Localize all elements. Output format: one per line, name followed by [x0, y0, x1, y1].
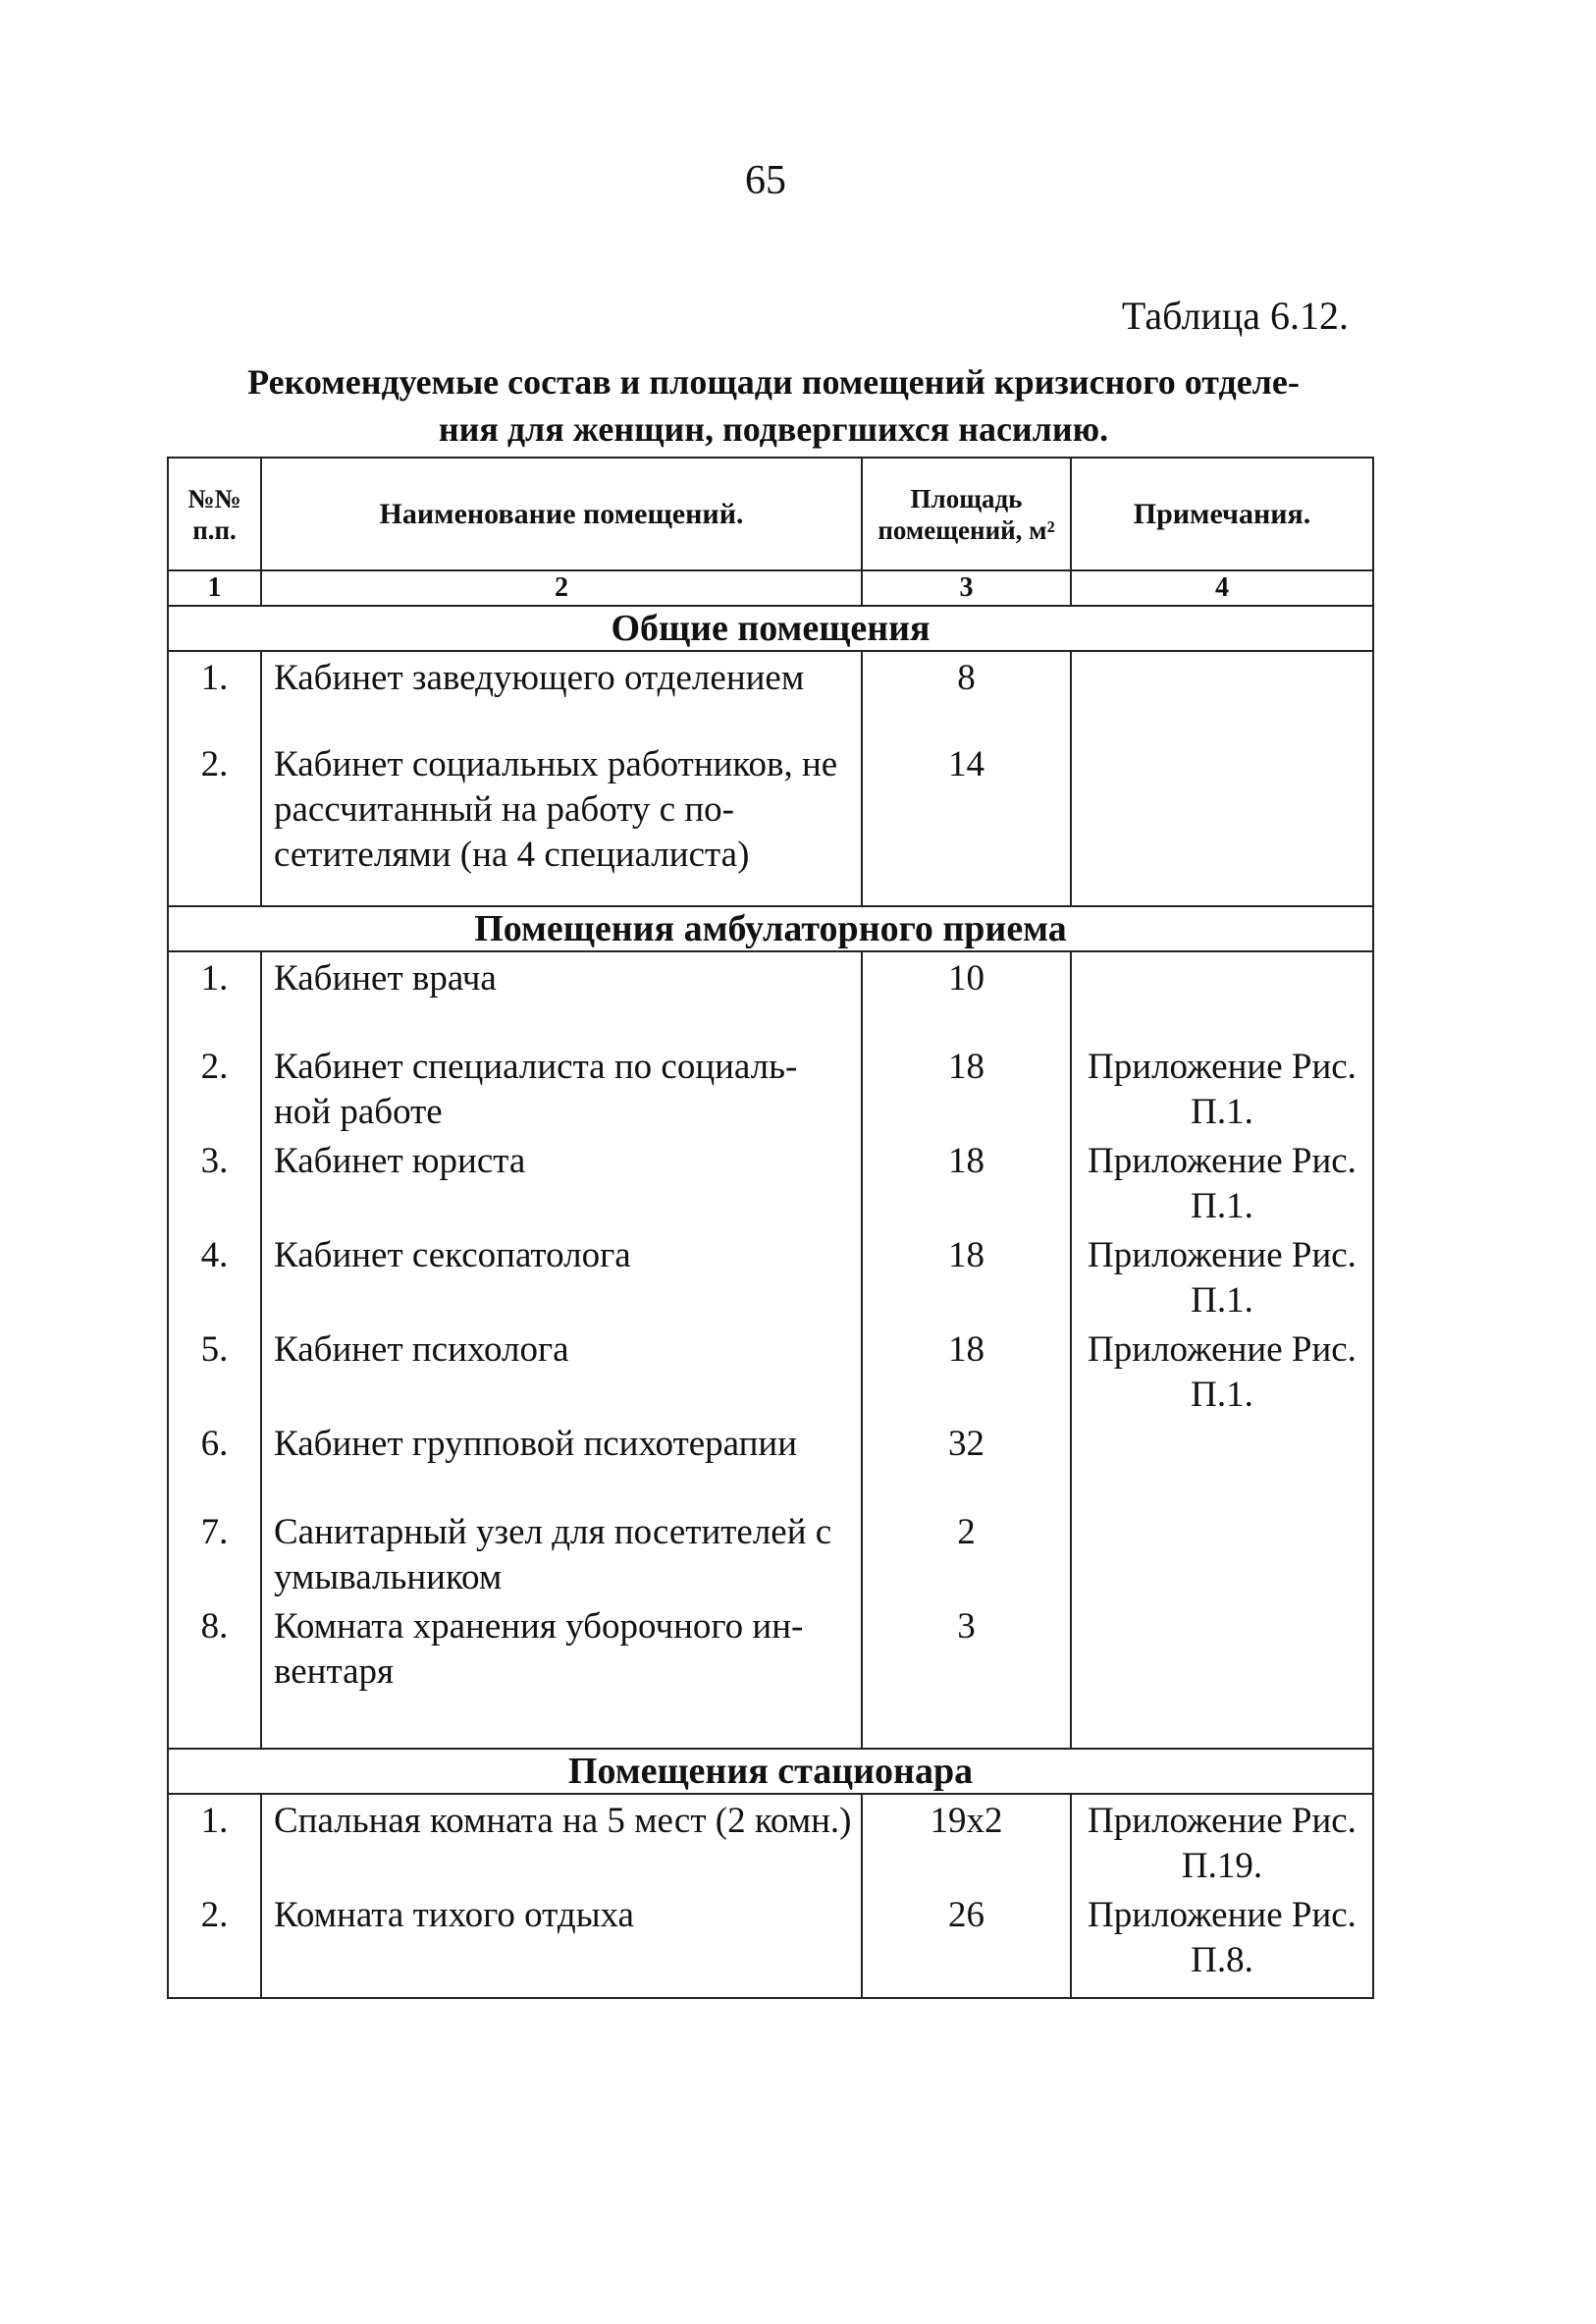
cell-name: [261, 1889, 862, 1998]
page-number: 65: [745, 158, 786, 203]
cell-area: [862, 1600, 1071, 1749]
cell-num: [168, 1135, 261, 1229]
table-row: [168, 1418, 1373, 1506]
table-row: [168, 738, 1373, 906]
cell-num-text: 1.: [200, 1801, 229, 1841]
cell-area: [862, 738, 1071, 906]
cell-name-text: Кабинет сексопатолога: [274, 1235, 631, 1275]
cell-note: [1071, 1794, 1373, 1889]
cell-name: [261, 1506, 862, 1600]
cell-area-text: 32: [948, 1424, 984, 1464]
cell-note-text: Приложение Рис. П.1.: [1088, 1235, 1357, 1321]
section-title: Помещения амбулаторного приема: [168, 906, 1373, 951]
cell-area-text: 19х2: [930, 1801, 1003, 1841]
cell-name-text: Кабинет психолога: [274, 1329, 569, 1370]
cell-area-text: 18: [948, 1141, 984, 1181]
cell-area-text: 14: [948, 744, 984, 784]
cell-area: [862, 1418, 1071, 1506]
column-number: 4: [1071, 570, 1373, 606]
table-row: [168, 1889, 1373, 1998]
cell-name: [261, 1135, 862, 1229]
cell-name-text: Комната тихого отдыха: [274, 1895, 634, 1935]
cell-name: [261, 951, 862, 1041]
cell-name: [261, 738, 862, 906]
header-notes: Примечания.: [1071, 458, 1373, 570]
cell-note-text: [1072, 738, 1372, 742]
column-number: 2: [261, 570, 862, 606]
cell-note-text: [1072, 1418, 1372, 1422]
table-caption: [194, 358, 1353, 453]
table-row: [168, 651, 1373, 738]
cell-note: [1071, 1889, 1373, 1998]
cell-num: [168, 651, 261, 738]
section-title: Общие помещения: [168, 606, 1373, 651]
cell-num: [168, 1600, 261, 1749]
table-row: [168, 1229, 1373, 1324]
cell-name-text: Кабинет социальных работников, не рассчитанный на работу с по-сетителями (на 4 специалиста): [274, 744, 838, 875]
cell-area: [862, 951, 1071, 1041]
cell-num-text: 4.: [200, 1235, 229, 1275]
cell-area-text: 26: [948, 1895, 984, 1935]
cell-num-text: 2.: [200, 1895, 229, 1935]
cell-name-text: Кабинет врача: [274, 958, 497, 999]
column-number: 1: [168, 570, 261, 606]
cell-name-text: Кабинет юриста: [274, 1141, 526, 1181]
header-number: №№ п.п.: [168, 458, 261, 570]
cell-note-text: [1072, 1600, 1372, 1604]
cell-area: [862, 1506, 1071, 1600]
cell-name: [261, 1229, 862, 1324]
cell-note: [1071, 1041, 1373, 1135]
cell-name-text: Спальная комната на 5 мест (2 комн.): [274, 1801, 852, 1841]
cell-note-text: Приложение Рис. П.1.: [1088, 1329, 1357, 1415]
cell-num: [168, 1794, 261, 1889]
cell-area-text: 10: [948, 958, 984, 999]
cell-num: [168, 1506, 261, 1600]
cell-num: [168, 1324, 261, 1418]
table-row: [168, 1324, 1373, 1418]
table-row: [168, 1041, 1373, 1135]
cell-area-text: 3: [957, 1606, 976, 1647]
cell-name: [261, 1418, 862, 1506]
cell-note-text: [1072, 952, 1372, 956]
cell-note: [1071, 1506, 1373, 1600]
table-row: [168, 1135, 1373, 1229]
cell-num-text: 1.: [200, 958, 229, 999]
cell-name: [261, 1600, 862, 1749]
cell-num-text: 5.: [200, 1329, 229, 1370]
cell-area: [862, 1889, 1071, 1998]
cell-num: [168, 738, 261, 906]
cell-area: [862, 1041, 1071, 1135]
cell-name-text: Кабинет заведующего отделением: [274, 658, 805, 698]
cell-num-text: 1.: [200, 658, 229, 698]
cell-area-text: 2: [957, 1512, 976, 1552]
cell-area: [862, 1324, 1071, 1418]
cell-num: [168, 1889, 261, 1998]
cell-name-text: Кабинет групповой психотерапии: [274, 1424, 797, 1464]
cell-note: [1071, 1135, 1373, 1229]
cell-area-text: 18: [948, 1329, 984, 1370]
cell-num: [168, 1418, 261, 1506]
cell-area: [862, 1229, 1071, 1324]
cell-note: [1071, 738, 1373, 906]
cell-note-text: Приложение Рис. П.19.: [1088, 1801, 1357, 1886]
cell-num: [168, 1229, 261, 1324]
cell-note: [1071, 1229, 1373, 1324]
cell-area: [862, 651, 1071, 738]
header-area: Площадь помещений, м²: [862, 458, 1071, 570]
cell-name: [261, 651, 862, 738]
cell-note: [1071, 1418, 1373, 1506]
cell-area: [862, 1794, 1071, 1889]
cell-note-text: Приложение Рис. П.8.: [1088, 1895, 1357, 1980]
cell-num-text: 6.: [200, 1424, 229, 1464]
cell-num-text: 2.: [200, 1047, 229, 1087]
header-name: Наименование помещений.: [261, 458, 862, 570]
cell-name: [261, 1324, 862, 1418]
cell-name: [261, 1041, 862, 1135]
rooms-table: [167, 457, 1374, 1999]
cell-note: [1071, 1600, 1373, 1749]
cell-note: [1071, 651, 1373, 738]
table-row: [168, 1600, 1373, 1749]
table-row: [168, 1794, 1373, 1889]
section-row: [168, 1749, 1373, 1794]
cell-note: [1071, 1324, 1373, 1418]
cell-name: [261, 1794, 862, 1889]
cell-num-text: 7.: [200, 1512, 229, 1552]
cell-note-text: Приложение Рис. П.1.: [1088, 1047, 1357, 1132]
cell-num: [168, 951, 261, 1041]
cell-area-text: 8: [957, 658, 976, 698]
cell-num: [168, 1041, 261, 1135]
caption-line: ния для женщин, подвергшихся насилию.: [438, 409, 1109, 449]
column-number: 3: [862, 570, 1071, 606]
section-row: [168, 906, 1373, 951]
cell-name-text: Кабинет специалиста по социаль-ной работе: [274, 1047, 798, 1132]
section-row: [168, 606, 1373, 651]
cell-note-text: [1072, 1506, 1372, 1510]
cell-num-text: 2.: [200, 744, 229, 784]
table-row: [168, 1506, 1373, 1600]
cell-area-text: 18: [948, 1047, 984, 1087]
cell-note-text: [1072, 652, 1372, 656]
cell-num-text: 3.: [200, 1141, 229, 1181]
cell-name-text: Комната хранения уборочного ин-вентаря: [274, 1606, 804, 1692]
cell-area-text: 18: [948, 1235, 984, 1275]
cell-note-text: Приложение Рис. П.1.: [1088, 1141, 1357, 1226]
section-title: Помещения стационара: [168, 1749, 1373, 1794]
cell-note: [1071, 951, 1373, 1041]
cell-num-text: 8.: [200, 1606, 229, 1647]
cell-area: [862, 1135, 1071, 1229]
caption-line: Рекомендуемые состав и площади помещений кризисного отделе-: [247, 362, 1300, 402]
cell-name-text: Санитарный узел для посетителей с умывальником: [274, 1512, 832, 1597]
table-row: [168, 951, 1373, 1041]
table-reference: Таблица 6.12.: [1121, 294, 1349, 338]
